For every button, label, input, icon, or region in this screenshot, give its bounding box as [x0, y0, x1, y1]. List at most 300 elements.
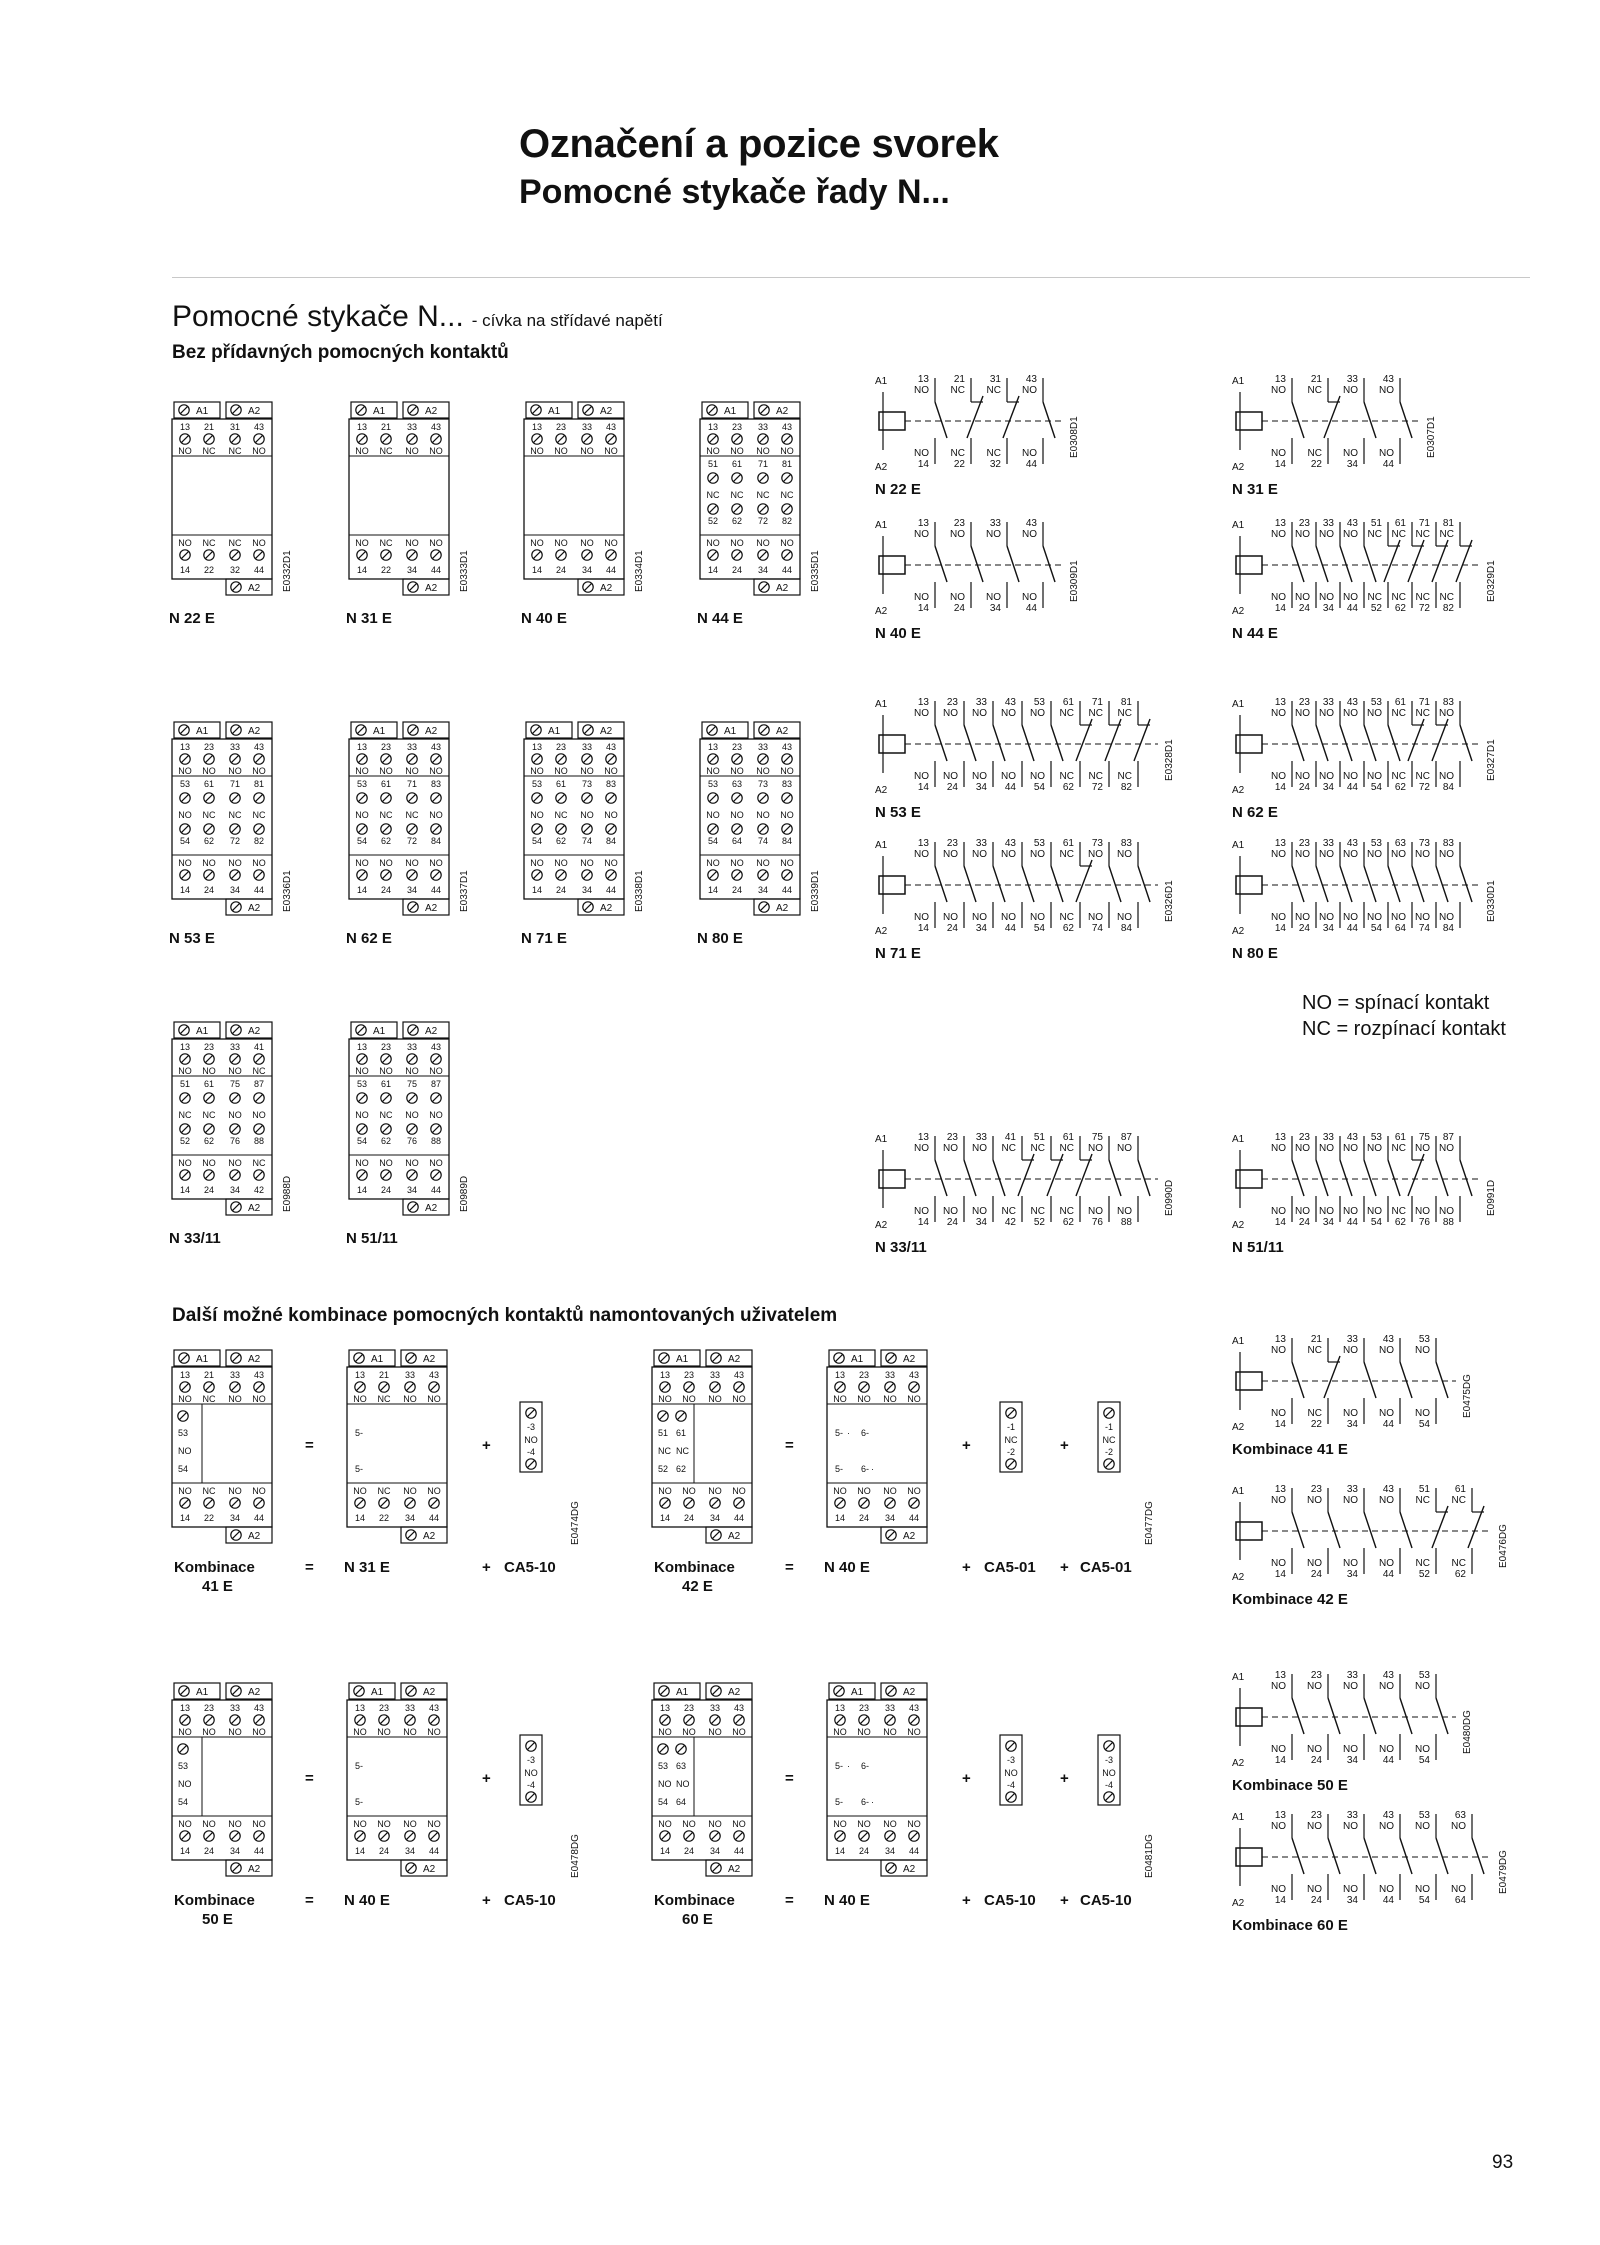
contact-type: NO — [1030, 849, 1045, 860]
contact-type: NO — [1391, 849, 1406, 860]
caption-equals: = — [305, 1559, 314, 1576]
terminal-number: 63 — [676, 1761, 687, 1771]
contact-type: NO — [178, 858, 192, 868]
terminal-screw-icon — [782, 504, 792, 514]
coil-a2-label: A2 — [425, 726, 438, 737]
terminal-number: 43 — [1346, 838, 1358, 849]
terminal-screw-icon — [708, 434, 718, 444]
contact-type: NO — [950, 529, 965, 540]
contact-type: NO — [1030, 708, 1045, 719]
terminal-number: 13 — [659, 1370, 671, 1380]
terminal-number: 34 — [709, 1513, 721, 1523]
terminal-number: 14 — [1274, 923, 1286, 934]
coil-a2-label: A2 — [423, 1354, 436, 1365]
contact-type: NC — [1307, 1345, 1322, 1356]
terminal-screw-icon — [254, 1124, 264, 1134]
terminal-screw-icon — [710, 1382, 720, 1392]
terminal-number: 14 — [917, 923, 929, 934]
terminal-number: 62 — [380, 836, 392, 846]
contact-type: NO — [377, 1727, 391, 1737]
terminal-number: 34 — [884, 1513, 896, 1523]
coil-a1-label: A1 — [875, 376, 888, 387]
drawing-code: E0335D1 — [810, 550, 821, 592]
terminal-number: 44 — [733, 1846, 745, 1856]
terminal-number: 33 — [1322, 838, 1334, 849]
terminal-screw-icon — [381, 824, 391, 834]
terminal-screw-icon — [231, 725, 241, 735]
contact-type: NO — [530, 858, 544, 868]
terminal-number: 44 — [1346, 782, 1358, 793]
contact-type: NO — [780, 766, 794, 776]
terminal-number: 34 — [757, 565, 769, 575]
terminal-number: 53 — [658, 1761, 669, 1771]
contact-type: NO — [706, 538, 720, 548]
terminal-screw-icon — [431, 1054, 441, 1064]
contact-type: NO — [1319, 592, 1334, 603]
contact-type: NC — [1307, 1408, 1322, 1419]
slot-label: 5- — [835, 1428, 844, 1438]
contact-type: NC — [1030, 1206, 1045, 1217]
drawing-code: E0330D1 — [1486, 880, 1497, 922]
terminal-number: 24 — [1310, 1755, 1322, 1766]
contact-type: NC — [1391, 529, 1406, 540]
terminal-number: 34 — [989, 603, 1001, 614]
caption-equals: = — [305, 1892, 314, 1909]
terminal-screw-icon — [180, 1498, 190, 1508]
contact-type: NO — [730, 766, 744, 776]
terminal-number: 34 — [406, 565, 418, 575]
contact-type: NC — [1415, 529, 1430, 540]
terminal-screw-icon — [583, 405, 593, 415]
coil-a2-label: A2 — [1232, 926, 1245, 937]
terminal-screw-icon — [659, 1686, 669, 1696]
circuit-schematic — [875, 518, 1080, 642]
terminal-number: 13 — [917, 374, 929, 385]
contact-type: NO — [1307, 1681, 1322, 1692]
terminal-screw-icon — [759, 725, 769, 735]
coil-a2-label: A2 — [903, 1864, 916, 1875]
terminal-number: 62 — [203, 1136, 215, 1146]
combination-standard-box — [347, 1350, 447, 1543]
contact-type: NO — [604, 810, 618, 820]
terminal-screw-icon — [759, 902, 769, 912]
contact-type: NO — [1343, 1143, 1358, 1154]
contact-type: NO — [604, 446, 618, 456]
terminal-screw-icon — [379, 1715, 389, 1725]
terminal-screw-icon — [179, 1353, 189, 1363]
caption-standard: N 40 E — [344, 1892, 390, 1909]
terminal-number: 64 — [676, 1797, 687, 1807]
terminal-screw-icon — [710, 1715, 720, 1725]
schematic-name: Kombinace 41 E — [1232, 1441, 1348, 1458]
contact-type: NO — [252, 766, 266, 776]
terminal-number: 71 — [229, 779, 241, 789]
contact-type: NC — [756, 490, 770, 500]
contact-type: NO — [1271, 1884, 1286, 1895]
contact-type: NO — [353, 1394, 367, 1404]
contact-type: NO — [883, 1394, 897, 1404]
terminal-number: 22 — [203, 1513, 215, 1523]
terminal-number: 75 — [1091, 1132, 1103, 1143]
terminal-number: 62 — [1394, 1217, 1406, 1228]
contact-type: NC — [1391, 771, 1406, 782]
terminal-number: 53 — [707, 779, 719, 789]
terminal-number: 53 — [1370, 1132, 1382, 1143]
terminal-number: 23 — [946, 838, 958, 849]
terminal-number: 62 — [380, 1136, 392, 1146]
plus-sign: + — [962, 1770, 971, 1787]
terminal-screw-icon — [431, 550, 441, 560]
contact-type: NC — [1088, 771, 1103, 782]
terminal-number: 14 — [659, 1513, 671, 1523]
terminal-number: 81 — [1120, 697, 1132, 708]
terminal-number: 33 — [1322, 1132, 1334, 1143]
contact-type: NO — [780, 538, 794, 548]
terminal-screw-icon — [782, 550, 792, 560]
contact-type: NO — [353, 1486, 367, 1496]
drawing-code: E0991D — [1486, 1179, 1497, 1216]
coil-a1-label: A1 — [196, 1354, 209, 1365]
terminal-screw-icon — [556, 824, 566, 834]
contact-type: NO — [604, 538, 618, 548]
contact-type: NO — [1415, 1821, 1430, 1832]
contact-type: NC — [1415, 771, 1430, 782]
terminal-number: 43 — [1025, 374, 1037, 385]
terminal-number: 13 — [356, 1042, 368, 1052]
contact-type: NO — [1295, 708, 1310, 719]
contact-type: NO — [429, 1158, 443, 1168]
terminal-number: 44 — [253, 1846, 265, 1856]
terminal-screw-icon — [178, 1411, 188, 1421]
contact-type: NO — [252, 1819, 266, 1829]
equals-sign: = — [305, 1770, 314, 1787]
coil-a1-label: A1 — [676, 1354, 689, 1365]
terminal-number: 44 — [1025, 603, 1037, 614]
contactor-box-1 — [346, 402, 470, 627]
contact-type: NO — [379, 1066, 393, 1076]
terminal-screw-icon — [431, 793, 441, 803]
combination-name: Kombinace — [654, 1892, 735, 1909]
terminal-screw-icon — [582, 550, 592, 560]
contact-type: NO — [379, 1158, 393, 1168]
contact-type: NO — [353, 1819, 367, 1829]
terminal-number: 13 — [179, 742, 191, 752]
terminal-number: 73 — [1418, 838, 1430, 849]
coil-a2-label: A2 — [728, 1531, 741, 1542]
terminal-number: 44 — [781, 565, 793, 575]
contact-type: NO — [524, 1435, 538, 1445]
terminal-screw-icon — [354, 1686, 364, 1696]
contact-type: NO — [1117, 912, 1132, 923]
coil-a2-label: A2 — [248, 1203, 261, 1214]
terminal-screw-icon — [859, 1498, 869, 1508]
contact-type: NO — [914, 1206, 929, 1217]
drawing-code: E0332D1 — [282, 550, 293, 592]
terminal-number: 33 — [229, 1370, 241, 1380]
terminal-screw-icon — [357, 824, 367, 834]
terminal-screw-icon — [429, 1498, 439, 1508]
terminal-number: 62 — [1394, 603, 1406, 614]
coil-a2-label: A2 — [776, 406, 789, 417]
terminal-number: 61 — [380, 1079, 392, 1089]
terminal-screw-icon — [204, 1715, 214, 1725]
contact-type: NO — [1343, 1681, 1358, 1692]
terminal-screw-icon — [834, 1353, 844, 1363]
contact-type: NO — [252, 1486, 266, 1496]
contact-type: NO — [405, 446, 419, 456]
contact-type: NO — [252, 858, 266, 868]
terminal-number: 63 — [731, 779, 743, 789]
terminal-number: 34 — [406, 885, 418, 895]
terminal-screw-icon — [556, 754, 566, 764]
terminal-screw-icon — [204, 793, 214, 803]
terminal-number: 21 — [380, 422, 392, 432]
contact-type: NO — [1415, 1408, 1430, 1419]
contact-type: NO — [943, 1206, 958, 1217]
terminal-number: 34 — [404, 1846, 416, 1856]
terminal-screw-icon — [357, 754, 367, 764]
terminal-screw-icon — [782, 870, 792, 880]
terminal-number: 52 — [1033, 1217, 1045, 1228]
contact-type: NO — [914, 771, 929, 782]
contact-type: NO — [1022, 529, 1037, 540]
contact-type: NO — [1343, 1495, 1358, 1506]
contact-type: NO — [1307, 1495, 1322, 1506]
terminal-number: 24 — [203, 1846, 215, 1856]
contact-type: NO — [1415, 1884, 1430, 1895]
terminal-number: 52 — [658, 1464, 669, 1474]
contact-type: NC — [178, 1110, 192, 1120]
terminal-screw-icon — [204, 1498, 214, 1508]
terminal-screw-icon — [582, 824, 592, 834]
contact-type: NC — [658, 1446, 671, 1456]
terminal-number: 42 — [1004, 1217, 1016, 1228]
terminal-screw-icon — [405, 1831, 415, 1841]
schematic-name: N 80 E — [1232, 945, 1278, 962]
terminal-screw-icon — [659, 1353, 669, 1363]
combination-standard-box — [347, 1683, 447, 1876]
coil-a2-label: A2 — [728, 1687, 741, 1698]
terminal-number: 53 — [1418, 1670, 1430, 1681]
terminal-number: 62 — [1062, 923, 1074, 934]
drawing-code: E0337D1 — [459, 870, 470, 912]
contact-type: NC — [986, 448, 1001, 459]
contact-type: NC — [379, 538, 393, 548]
terminal-number: 34 — [581, 885, 593, 895]
terminal-screw-icon — [407, 1093, 417, 1103]
combination-row — [654, 1770, 1155, 1928]
contact-type: NO — [427, 1486, 441, 1496]
terminal-number: 44 — [430, 885, 442, 895]
terminal-screw-icon — [407, 824, 417, 834]
terminal-number: 14 — [531, 565, 543, 575]
terminal-screw-icon — [178, 1744, 188, 1754]
contactor-name: N 31 E — [346, 610, 392, 627]
schematic-name: Kombinace 50 E — [1232, 1777, 1348, 1794]
coil-a1-label: A1 — [875, 699, 888, 710]
contact-type: NO — [530, 446, 544, 456]
drawing-code: E0474DG — [570, 1501, 581, 1545]
contact-type: NC — [1307, 385, 1322, 396]
terminal-screw-icon — [684, 1715, 694, 1725]
contact-type: NC — [202, 446, 216, 456]
terminal-number: 61 — [1062, 1132, 1074, 1143]
circuit-schematic — [875, 838, 1175, 962]
contactor-name: N 80 E — [697, 930, 743, 947]
coil-a1-label: A1 — [1232, 1812, 1245, 1823]
combination-name-2: 41 E — [202, 1578, 233, 1595]
combination-name-2: 42 E — [682, 1578, 713, 1595]
terminal-number: 53 — [1370, 697, 1382, 708]
terminal-screw-icon — [357, 434, 367, 444]
terminal-number: 52 — [1370, 603, 1382, 614]
slot-dot: · — [871, 1464, 874, 1474]
terminal-number: 21 — [203, 422, 215, 432]
drawing-code: E0478DG — [570, 1834, 581, 1878]
contact-type: NC — [1415, 1495, 1430, 1506]
contact-type: NO — [907, 1819, 921, 1829]
contact-type: NO — [883, 1727, 897, 1737]
terminal-number: 54 — [178, 1797, 189, 1807]
contact-type: NO — [355, 1110, 369, 1120]
contact-type: NO — [1379, 448, 1394, 459]
coil-a1-label: A1 — [1232, 699, 1245, 710]
contact-type: NO — [972, 771, 987, 782]
schematic-name: N 71 E — [875, 945, 921, 962]
equals-sign: = — [785, 1770, 794, 1787]
terminal-number: 87 — [253, 1079, 265, 1089]
contact-type: NO — [730, 538, 744, 548]
terminal-screw-icon — [834, 1686, 844, 1696]
coil-a2-label: A2 — [875, 462, 888, 473]
contact-type: NO — [682, 1819, 696, 1829]
terminal-screw-icon — [204, 1831, 214, 1841]
contact-type: NC — [1307, 448, 1322, 459]
terminal-number: 53 — [1370, 838, 1382, 849]
terminal-screw-icon — [381, 1054, 391, 1064]
contact-type: NO — [1271, 1143, 1286, 1154]
contact-type: NO — [972, 1206, 987, 1217]
circuit-schematic — [1232, 1810, 1509, 1934]
contact-type: NO — [202, 1727, 216, 1737]
contact-type: NO — [730, 858, 744, 868]
contact-type: NO — [780, 446, 794, 456]
terminal-number: 33 — [1346, 1484, 1358, 1495]
contact-type: NC — [228, 446, 242, 456]
contact-type: NO — [732, 1394, 746, 1404]
coil-a2-label: A2 — [248, 1864, 261, 1875]
terminal-screw-icon — [732, 473, 742, 483]
terminal-screw-icon — [526, 1459, 536, 1469]
contact-type: NO — [1415, 1206, 1430, 1217]
terminal-number: 14 — [834, 1846, 846, 1856]
contact-type: NO — [1307, 1821, 1322, 1832]
contact-type: NO — [1367, 849, 1382, 860]
terminal-screw-icon — [381, 793, 391, 803]
terminal-screw-icon — [710, 1831, 720, 1841]
contact-type: NO — [429, 1110, 443, 1120]
terminal-screw-icon — [732, 434, 742, 444]
terminal-number: 24 — [378, 1846, 390, 1856]
contact-type: NC — [1059, 849, 1074, 860]
coil-a2-label: A2 — [425, 903, 438, 914]
terminal-number: 31 — [989, 374, 1001, 385]
plus-sign: + — [962, 1437, 971, 1454]
contact-type: NO — [580, 538, 594, 548]
terminal-number: 88 — [253, 1136, 265, 1146]
terminal-number: 64 — [1394, 923, 1406, 934]
contact-type: NO — [252, 1727, 266, 1737]
contact-type: NO — [883, 1486, 897, 1496]
contact-type: NO — [405, 1110, 419, 1120]
coil-a1-label: A1 — [371, 1687, 384, 1698]
contact-type: NO — [405, 766, 419, 776]
terminal-screw-icon — [708, 754, 718, 764]
terminal-screw-icon — [708, 870, 718, 880]
terminal-screw-icon — [431, 754, 441, 764]
terminal-screw-icon — [406, 1353, 416, 1363]
terminal-number: 53 — [178, 1761, 189, 1771]
terminal-screw-icon — [582, 793, 592, 803]
terminal-screw-icon — [582, 870, 592, 880]
circuit-schematic — [875, 374, 1080, 498]
contact-type: NO — [914, 849, 929, 860]
slot-label: 6- — [861, 1428, 870, 1438]
contactor-name: N 33/11 — [169, 1230, 221, 1247]
terminal-number: 22 — [953, 459, 965, 470]
terminal-screw-icon — [204, 1093, 214, 1103]
contact-type: NC — [1451, 1558, 1466, 1569]
terminal-number: 44 — [1382, 1419, 1394, 1430]
terminal-number: 72 — [229, 836, 241, 846]
terminal-number: 71 — [1418, 518, 1430, 529]
terminal-screw-icon — [732, 793, 742, 803]
terminal-screw-icon — [379, 1498, 389, 1508]
terminal-number: 24 — [683, 1513, 695, 1523]
terminal-number: 83 — [1442, 697, 1454, 708]
terminal-number: 53 — [179, 779, 191, 789]
terminal-number: 14 — [179, 1185, 191, 1195]
terminal-screw-icon — [885, 1831, 895, 1841]
circuit-schematic — [1232, 1132, 1497, 1256]
contactor-name: N 40 E — [521, 610, 567, 627]
contact-type: NO — [228, 1394, 242, 1404]
terminal-screw-icon — [660, 1498, 670, 1508]
terminal-screw-icon — [707, 725, 717, 735]
contact-type: NO — [756, 766, 770, 776]
contact-type: NC — [1059, 912, 1074, 923]
terminal-number: 33 — [975, 838, 987, 849]
coil-a2-label: A2 — [903, 1354, 916, 1365]
terminal-screw-icon — [230, 1831, 240, 1841]
terminal-screw-icon — [708, 473, 718, 483]
contact-type: NO — [708, 1819, 722, 1829]
terminal-number: 43 — [1025, 518, 1037, 529]
terminal-screw-icon — [758, 504, 768, 514]
terminal-number: 14 — [917, 782, 929, 793]
coil-a2-label: A2 — [600, 406, 613, 417]
contact-type: NO — [178, 1486, 192, 1496]
terminal-number: 33 — [975, 697, 987, 708]
coil-a1-label: A1 — [196, 406, 209, 417]
contact-type: NO — [1379, 1558, 1394, 1569]
contactor-name: N 44 E — [697, 610, 743, 627]
terminal-number: 24 — [1298, 1217, 1310, 1228]
terminal-screw-icon — [180, 824, 190, 834]
contact-type: NO — [1295, 849, 1310, 860]
terminal-number: 34 — [975, 923, 987, 934]
terminal-screw-icon — [231, 1025, 241, 1035]
